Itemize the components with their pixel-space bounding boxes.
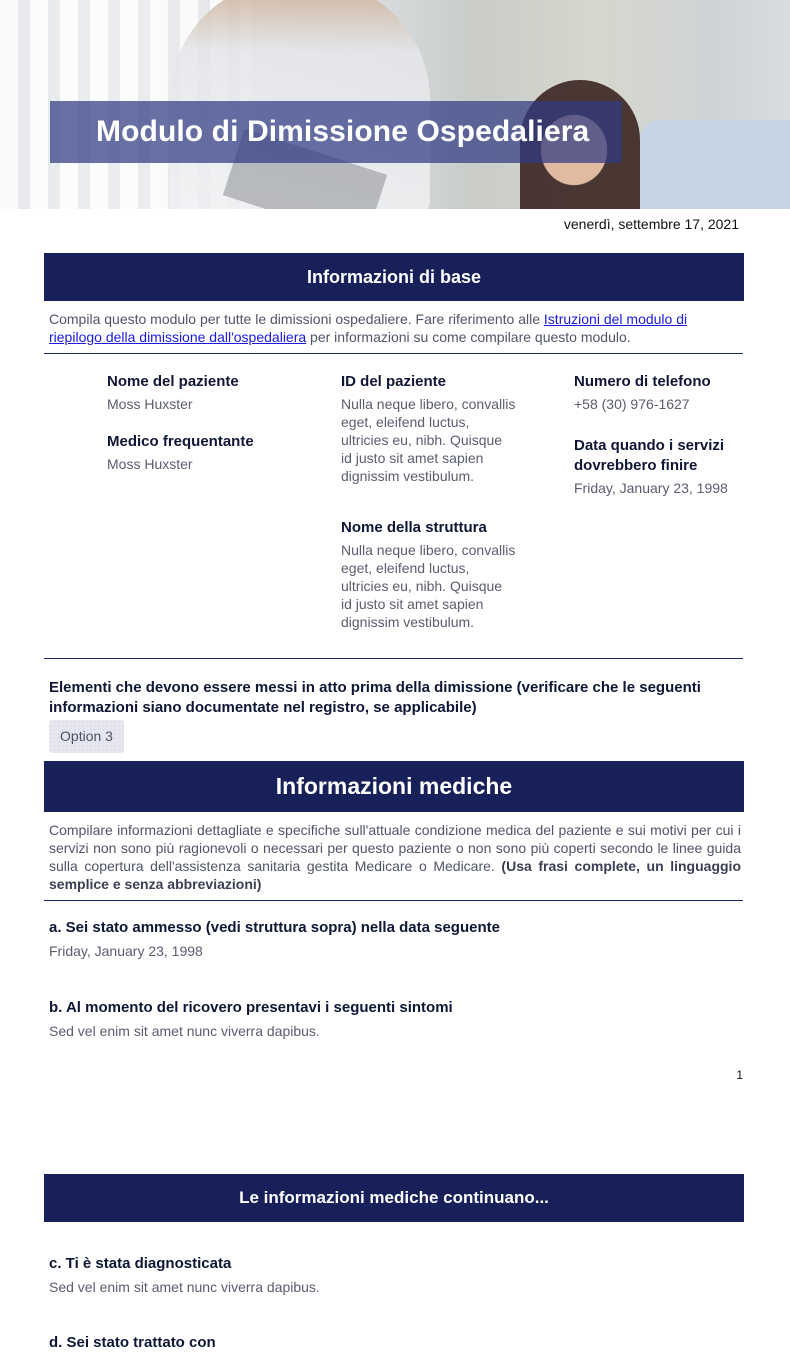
field-value: Friday, January 23, 1998 <box>574 480 728 496</box>
intro-text-bold: (Usa frasi complete, un linguaggio semplice e senza abbreviazioni) <box>49 858 741 892</box>
section-header-basic-info: Informazioni di base <box>44 253 744 301</box>
field-value: Nulla neque libero, convallis eget, eleifend luctus, ultricies eu, nibh. Quisque id justo sit amet sapien dignissim vestibulum. <box>341 396 516 484</box>
medical-info-intro <box>49 821 741 893</box>
question-label: a. Sei stato ammesso (vedi struttura sopra) nella data seguente <box>49 919 500 936</box>
field-phone-number <box>574 372 744 413</box>
question-answer: Friday, January 23, 1998 <box>49 943 203 959</box>
page-number: 1 <box>736 1068 743 1082</box>
question-answer: Sed vel enim sit amet nunc viverra dapibus. <box>49 1023 320 1039</box>
intro-text: Compilare informazioni dettagliate e specifiche sull'attuale condizione medica del paziente e sui motivi per cui i servizi non sono più ragionevoli o necessari per questo paziente o non sono più coperti secondo le linee guida sulla copertura dell'assistenza sanitaria gestita Medicare o Medicare. <box>49 822 741 874</box>
question-treatment <box>49 1333 749 1353</box>
field-facility-name <box>341 518 516 631</box>
section-header-medical-info: Informazioni mediche <box>44 761 744 812</box>
field-value: Nulla neque libero, convallis eget, eleifend luctus, ultricies eu, nibh. Quisque id justo sit amet sapien dignissim vestibulum. <box>341 542 516 630</box>
divider <box>44 658 743 659</box>
field-label: Data quando i servizi dovrebbero finire <box>574 437 725 474</box>
field-value: +58 (30) 976-1627 <box>574 396 690 412</box>
field-services-end-date <box>574 436 744 497</box>
question-label: c. Ti è stata diagnosticata <box>49 1255 232 1272</box>
page-title: Modulo di Dimissione Ospedaliera <box>96 115 590 148</box>
field-label: Nome della struttura <box>341 519 487 536</box>
basic-info-intro <box>49 310 741 346</box>
field-value: Moss Huxster <box>107 396 193 412</box>
divider <box>44 900 743 901</box>
question-answer: Sed vel enim sit amet nunc viverra dapibus. <box>49 1279 320 1295</box>
field-patient-name <box>107 372 307 413</box>
photo-pillow <box>640 120 790 209</box>
instructions-link[interactable]: Istruzioni del modulo di riepilogo della dimissione dall'ospedaliera <box>49 311 688 345</box>
form-date: venerdì, settembre 17, 2021 <box>563 216 739 232</box>
question-diagnosis <box>49 1254 749 1296</box>
field-label: Medico frequentante <box>107 433 254 450</box>
section-header-medical-info-continued: Le informazioni mediche continuano... <box>44 1174 744 1222</box>
field-value: Moss Huxster <box>107 456 193 472</box>
requirements-label: Elementi che devono essere messi in atto prima della dimissione (verificare che le seguenti informazioni siano documentate nel registro, se applicabile) <box>49 679 701 716</box>
field-patient-id <box>341 372 516 485</box>
question-symptoms <box>49 998 749 1040</box>
divider <box>44 353 743 354</box>
field-label: Numero di telefono <box>574 373 711 390</box>
intro-text-end: per informazioni su come compilare questo modulo. <box>306 329 631 345</box>
field-attending-physician <box>107 432 307 473</box>
question-label: d. Sei stato trattato con <box>49 1334 216 1351</box>
title-banner <box>50 101 622 163</box>
intro-text: Compila questo modulo per tutte le dimissioni ospedaliere. Fare riferimento alle <box>49 311 544 327</box>
field-label: Nome del paziente <box>107 373 239 390</box>
question-label: b. Al momento del ricovero presentavi i seguenti sintomi <box>49 999 453 1016</box>
requirements-option-chip[interactable]: Option 3 <box>49 720 124 753</box>
question-admission-date <box>49 918 749 960</box>
field-label: ID del paziente <box>341 373 447 390</box>
